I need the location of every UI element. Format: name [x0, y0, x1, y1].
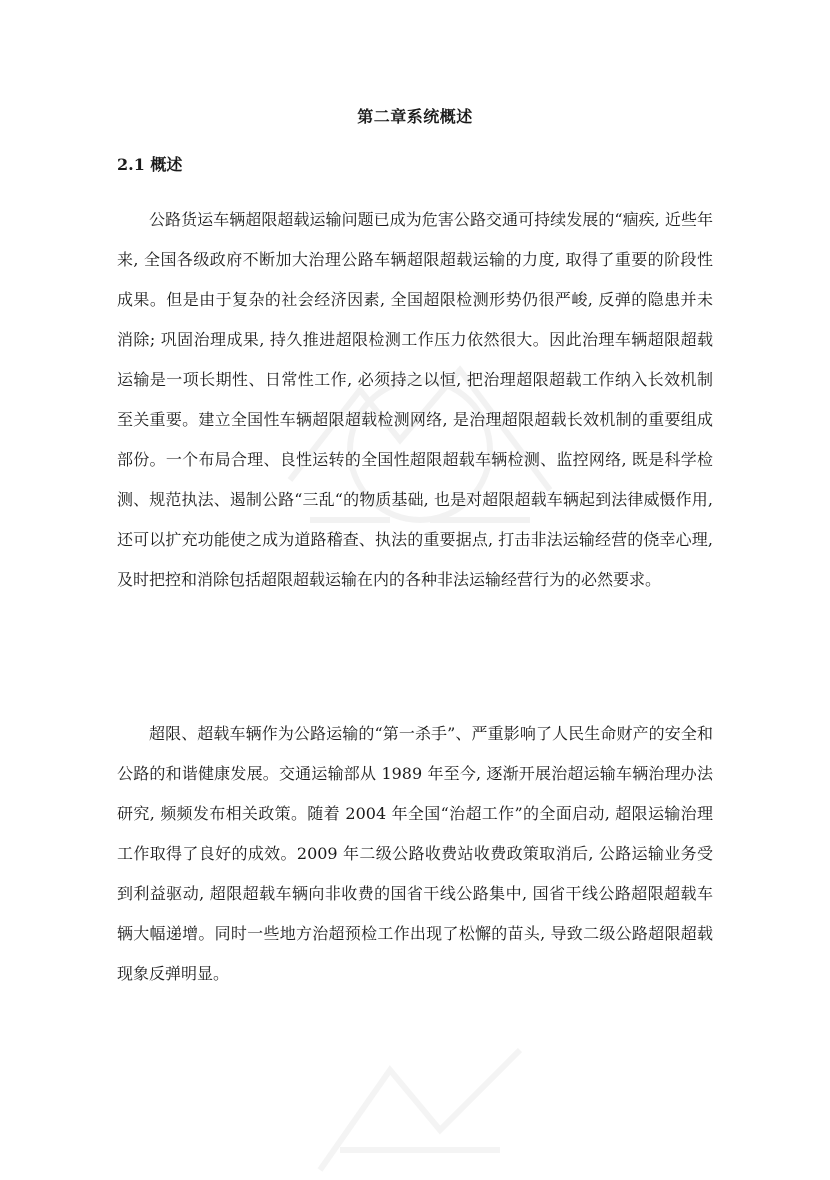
watermark-fragment-icon — [300, 1030, 560, 1180]
section-heading: 2.1 概述 — [117, 155, 183, 174]
body-paragraph-overview: 公路货运车辆超限超载运输问题已成为危害公路交通可持续发展的“痼疾, 近些年来, 全国各级政府不断加大治理公路车辆超限超载运输的力度, 取得了重要的阶段性成果。但是由于复杂的社会经济因素, 全国超限检测形势仍很严峻, 反弹的隐患并未消除; 巩固治理成果, 持久推进超限检测工作压力依然很大。因此治理车辆超限超载运输是一项长期性、日常性工作, 必须持之以恒, 把治理超限超载工作纳入长效机制至关重要。建立全国性车辆超限超载检测网络, 是治理超限超载长效机制的重要组成部份。一个布局合理、良性运转的全国性超限超载车辆检测、监控网络, 既是科学检测、规范执法、遏制公路“三乱“的物质基础, 也是对超限超载车辆起到法律威慑作用, 还可以扩充功能使之成为道路稽查、执法的重要据点, 打击非法运输经营的侥幸心理, 及时把控和消除包括超限超载运输在内的各种非法运输经营行为的必然要求。 — [117, 210, 713, 589]
body-paragraph-history: 超限、超载车辆作为公路运输的“第一杀手”、严重影响了人民生命财产的安全和公路的和谐健康发展。交通运输部从 1989 年至今, 逐渐开展治超运输车辆治理办法研究, 频频发布相关政策。随着 2004 年全国“治超工作”的全面启动, 超限运输治理工作取得了良好的成效。2009 年二级公路收费站收费政策取消后, 公路运输业务受到利益驱动, 超限超载车辆向非收费的国省干线公路集中, 国省干线公路超限超载车辆大幅递增。同时一些地方治超预检工作出现了松懈的苗头, 导致二级公路超限超载现象反弹明显。 — [117, 724, 713, 983]
chapter-title: 第二章系统概述 — [357, 107, 473, 126]
